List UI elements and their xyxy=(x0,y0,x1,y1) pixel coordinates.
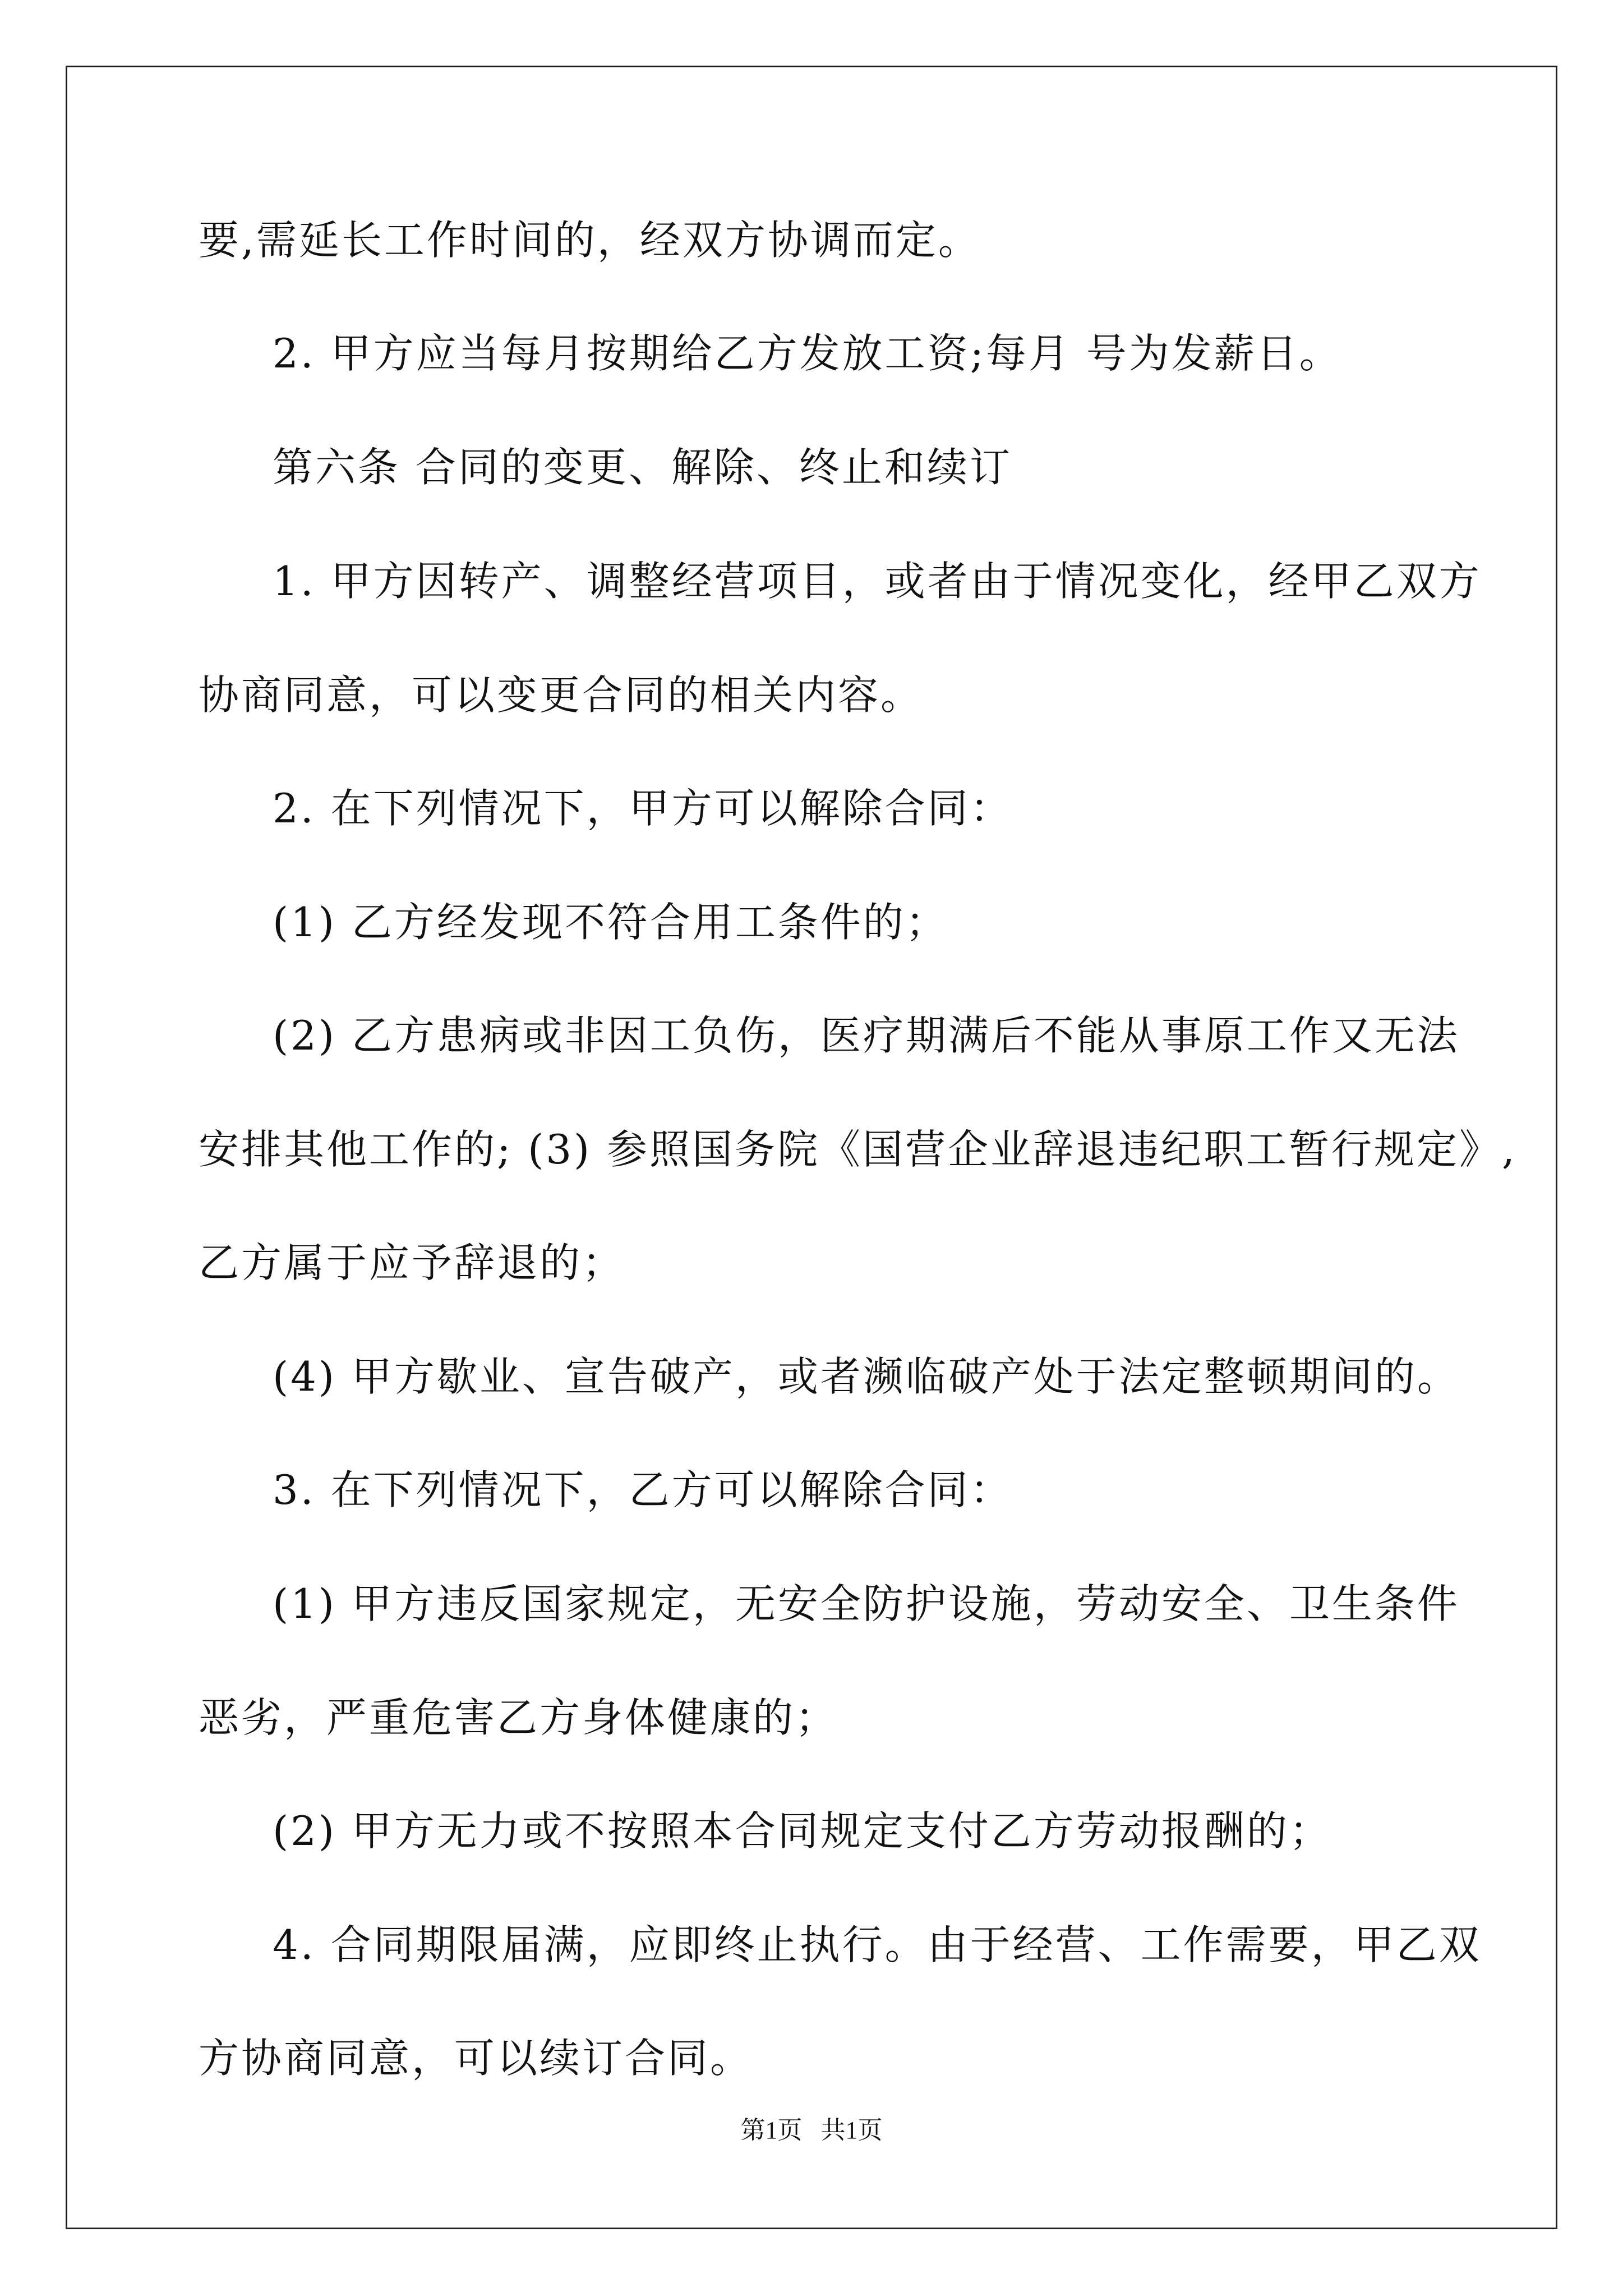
section-heading: 第六条 合同的变更、解除、终止和续订 xyxy=(273,444,1012,491)
paragraph-line: 乙方属于应予辞退的； xyxy=(199,1239,625,1286)
paragraph-line: 4. 合同期限届满，应即终止执行。由于经营、工作需要，甲乙双 xyxy=(273,1921,1482,1968)
paragraph-line: 方协商同意，可以续订合同。 xyxy=(199,2035,753,2082)
paragraph-line: 1. 甲方因转产、调整经营项目，或者由于情况变化，经甲乙双方 xyxy=(273,558,1482,605)
paragraph-line: (2) 乙方患病或非因工负伤，医疗期满后不能从事原工作又无法 xyxy=(273,1012,1460,1059)
paragraph-line: (4) 甲方歇业、宣告破产，或者濒临破产处于法定整顿期间的。 xyxy=(273,1353,1460,1400)
paragraph-line: 2. 甲方应当每月按期给乙方发放工资;每月 号为发薪日。 xyxy=(273,330,1342,377)
paragraph-line: 协商同意，可以变更合同的相关内容。 xyxy=(199,671,924,719)
paragraph-line: (1) 乙方经发现不符合用工条件的； xyxy=(273,899,948,946)
paragraph-line: (2) 甲方无力或不按照本合同规定支付乙方劳动报酬的； xyxy=(273,1807,1332,1855)
page-footer: 第1页 共1页 xyxy=(740,2116,883,2144)
paragraph-line: 3. 在下列情况下，乙方可以解除合同： xyxy=(273,1466,1013,1513)
paragraph-line: 恶劣，严重危害乙方身体健康的； xyxy=(199,1694,838,1741)
paragraph-line: 2. 在下列情况下，甲方可以解除合同： xyxy=(273,785,1013,832)
paragraph-line: 安排其他工作的; (3) 参照国务院《国营企业辞退违纪职工暂行规定》, xyxy=(199,1126,1517,1173)
paragraph-line: (1) 甲方违反国家规定，无安全防护设施，劳动安全、卫生条件 xyxy=(273,1580,1460,1627)
paragraph-line: 要,需延长工作时间的，经双方协调而定。 xyxy=(199,217,981,264)
